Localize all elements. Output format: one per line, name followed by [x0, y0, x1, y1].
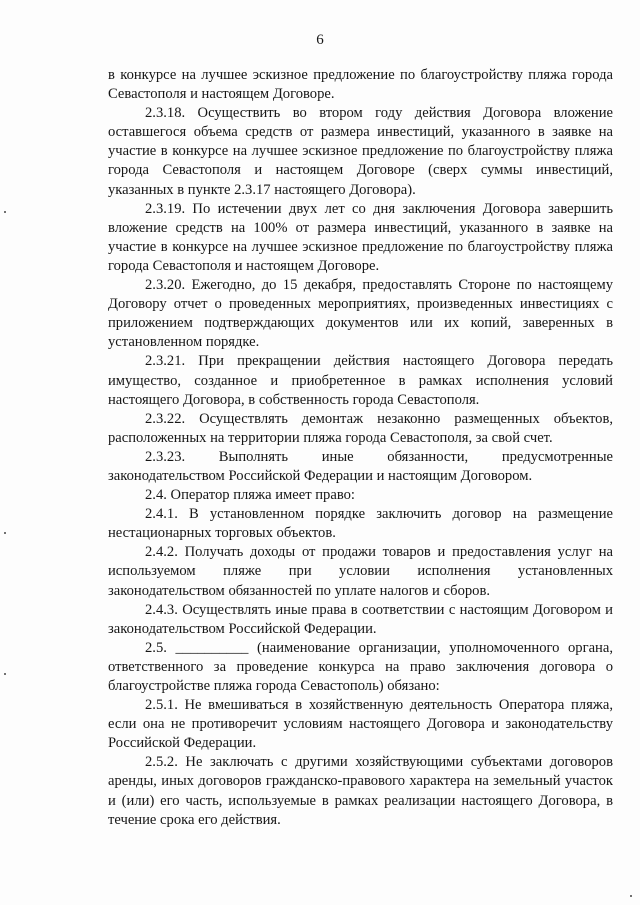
page-number: 6 [316, 32, 324, 48]
paragraph-2-3-23: 2.3.23. Выполнять иные обязанности, предусмотренные законодательством Российской Федерации и настоящим Договором. [108, 448, 613, 484]
paragraph-2-4-1: 2.4.1. В установленном порядке заключить договор на размещение нестационарных торговых объектов. [108, 506, 613, 542]
paragraph-2-5: 2.5. __________ (наименование организации, уполномоченного органа, ответственного за проведение конкурса на право заключения договора о благоустройстве пляжа города Севастополь) обязано: [108, 639, 613, 694]
paragraph-2-4-2: 2.4.2. Получать доходы от продажи товаров и предоставления услуг на используемом пляже при условии исполнения установленных законодательством обязанностей по уплате налогов и сборов. [108, 544, 613, 599]
paragraph-2-4-3: 2.4.3. Осуществлять иные права в соответствии с настоящим Договором и законодательством Российской Федерации. [108, 601, 613, 637]
document-body [108, 66, 613, 830]
paragraph-2-3-22: 2.3.22. Осуществлять демонтаж незаконно размещенных объектов, расположенных на территории пляжа города Севастополя, за свой счет. [108, 410, 613, 446]
paragraph-2-3-18: 2.3.18. Осуществить во втором году действия Договора вложение оставшегося объема средств от размера инвестиций, указанного в заявке на участие в конкурсе на лучшее эскизное предложение по благоустройству пляжа города Севастополя и настоящем Договоре (сверх суммы инвестиций, указанных в пункте 2.3.17 настоящего Договора). [108, 105, 613, 198]
paragraph-continuation: в конкурсе на лучшее эскизное предложение по благоустройству пляжа города Севастополя и настоящем Договоре. [108, 67, 613, 103]
paragraph-2-5-1: 2.5.1. Не вмешиваться в хозяйственную деятельность Оператора пляжа, если она не противоречит условиям настоящего Договора и законодательству Российской Федерации. [108, 697, 613, 752]
paragraph-2-3-19: 2.3.19. По истечении двух лет со дня заключения Договора завершить вложение средств на 100% от размера инвестиций, указанного в заявке на участие в конкурсе на лучшее эскизное предложение по благоустройству пляжа города Севастополя и настоящем Договоре. [108, 200, 613, 274]
scan-speck [630, 895, 632, 897]
scan-speck [4, 211, 6, 213]
scan-speck [4, 673, 6, 675]
paragraph-2-3-21: 2.3.21. При прекращении действия настоящего Договора передать имущество, созданное и приобретенное в рамках исполнения условий настоящего Договора, в собственность города Севастополя. [108, 353, 613, 408]
paragraph-2-4: 2.4. Оператор пляжа имеет право: [145, 487, 355, 504]
paragraph-2-5-2: 2.5.2. Не заключать с другими хозяйствующими субъектами договоров аренды, иных договоров гражданско-правового характера на земельный участок и (или) его часть, используемые в рамках реализации настоящего Договора, в течение срока его действия. [108, 754, 613, 828]
paragraph-2-3-20: 2.3.20. Ежегодно, до 15 декабря, предоставлять Стороне по настоящему Договору отчет о проведенных мероприятиях, произведенных инвестициях с приложением подтверждающих документов или их копий, заверенных в установленном порядке. [108, 277, 613, 351]
scan-speck [4, 532, 6, 534]
